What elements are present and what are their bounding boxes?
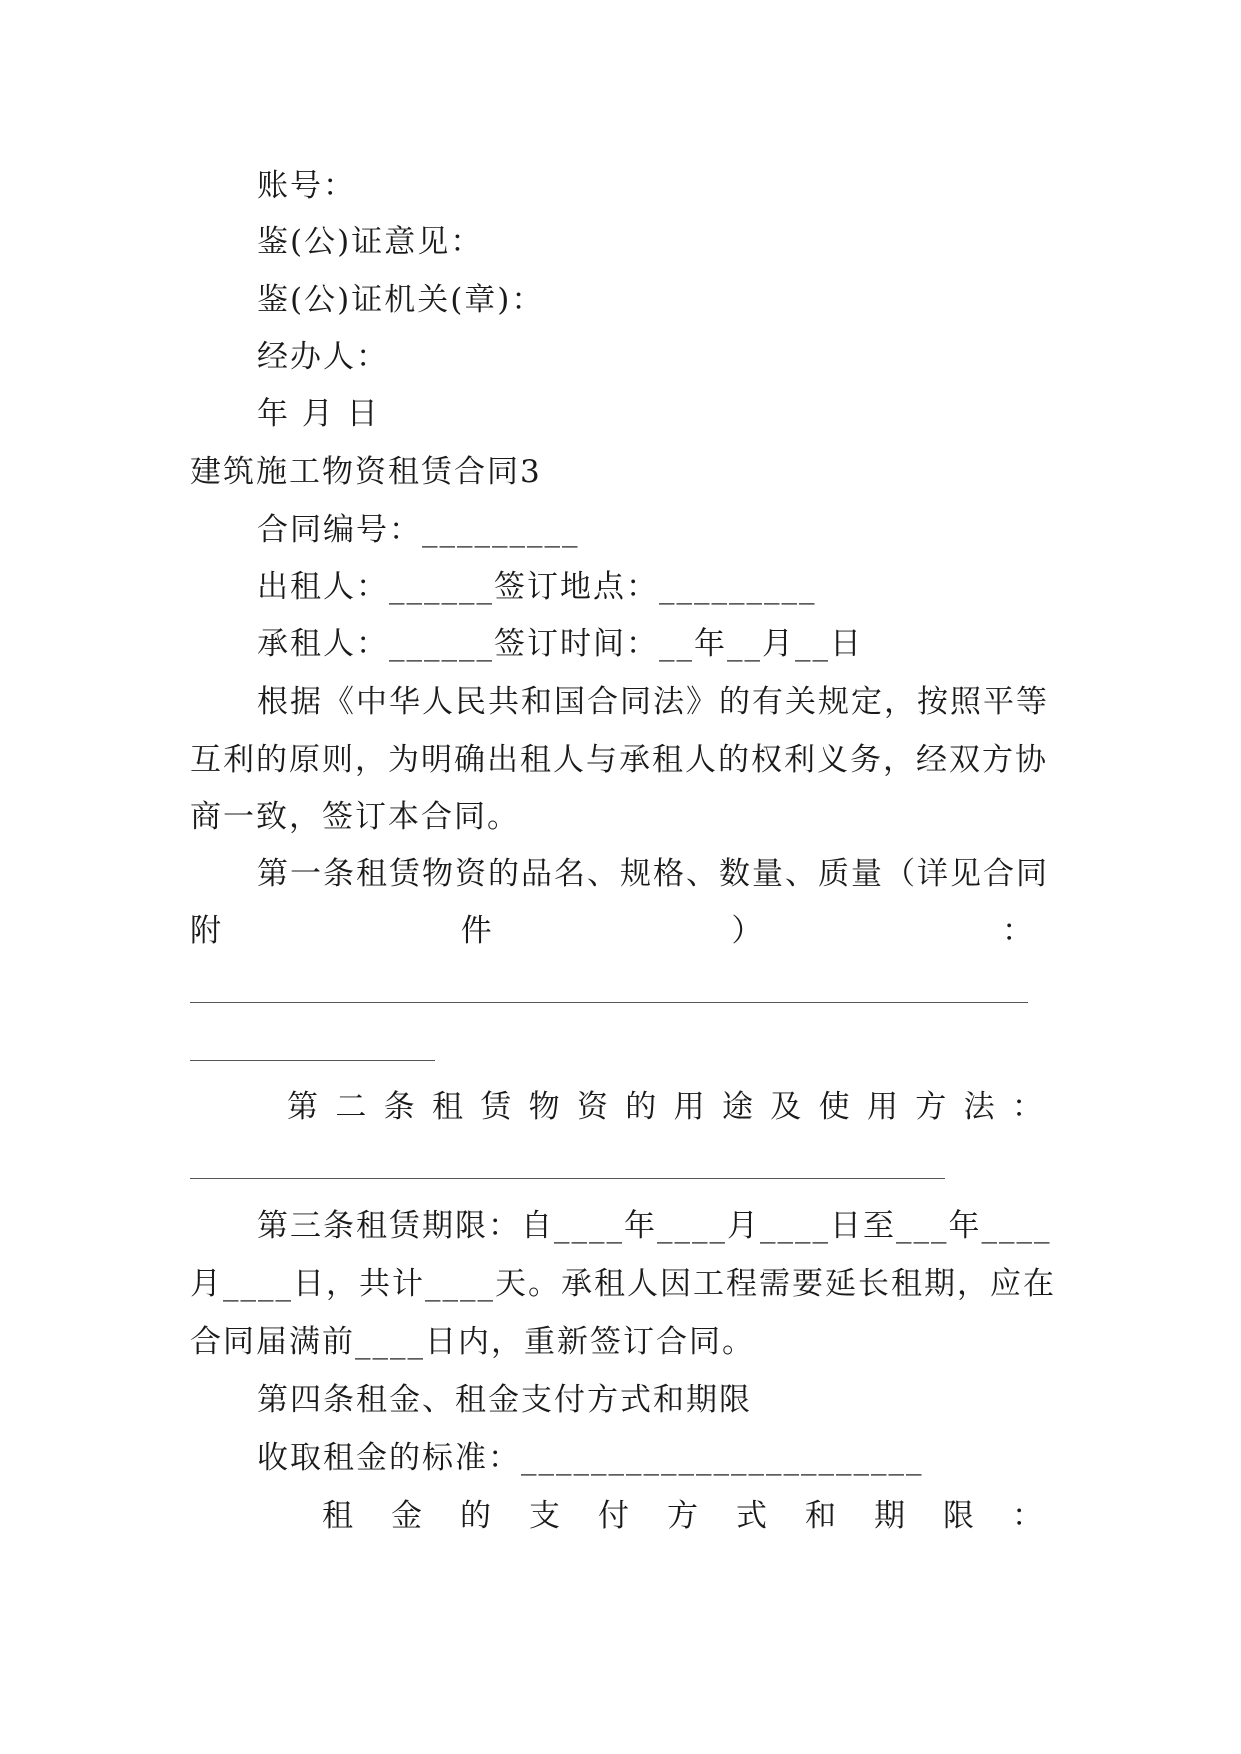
spread-char: 限 — [943, 1498, 976, 1534]
article-3-line-1: 第三条租赁期限：自____年____月____日至___年____ — [257, 1208, 1052, 1244]
spread-char: 租 — [322, 1498, 355, 1534]
spread-char: 支 — [529, 1498, 562, 1534]
spread-char: 资 — [576, 1089, 610, 1125]
article-1-spread-line — [190, 911, 1035, 951]
notarization-authority-label: 鉴(公)证机关(章)： — [257, 282, 545, 318]
spread-char: 式 — [736, 1498, 769, 1534]
article-4-heading: 第四条租金、租金支付方式和期限 — [257, 1382, 752, 1418]
spread-char: 赁 — [480, 1089, 514, 1125]
article-2-spread-line — [287, 1087, 1045, 1127]
spread-char: 和 — [805, 1498, 838, 1534]
preamble-line-3: 商一致，签订本合同。 — [190, 799, 520, 835]
article-1-blank-rule — [190, 1002, 1028, 1003]
rent-payment-spread-line — [322, 1496, 1045, 1536]
spread-char: 租 — [431, 1089, 465, 1125]
spread-char: 使 — [818, 1089, 852, 1125]
spread-char: 付 — [598, 1498, 631, 1534]
spread-char: 的 — [460, 1498, 493, 1534]
spread-char: 附 — [190, 913, 223, 949]
spread-char: 件 — [460, 913, 494, 949]
spread-char: 期 — [874, 1498, 907, 1534]
spread-char: 条 — [383, 1089, 417, 1125]
spread-char: 用 — [673, 1089, 707, 1125]
rent-standard-line: 收取租金的标准：_______________________ — [257, 1440, 924, 1476]
document-title: 建筑施工物资租赁合同3 — [190, 454, 542, 490]
article-3-line-2: 月____日，共计____天。承租人因工程需要延长租期，应在 — [190, 1266, 1056, 1302]
article-2-blank-rule — [190, 1178, 945, 1179]
spread-char: 金 — [391, 1498, 424, 1534]
account-label: 账号： — [257, 168, 356, 204]
handler-label: 经办人： — [257, 339, 389, 375]
article-3-line-3: 合同届满前____日内，重新签订合同。 — [190, 1324, 755, 1360]
date-label: 年 月 日 — [257, 396, 380, 432]
spread-char: 及 — [770, 1089, 804, 1125]
spread-char: ： — [1001, 913, 1035, 949]
spread-char: 途 — [721, 1089, 755, 1125]
spread-char: 物 — [528, 1089, 562, 1125]
lessee-line: 承租人：______签订时间：__年__月__日 — [257, 626, 863, 662]
spread-char: ： — [1011, 1089, 1045, 1125]
article-1-line-1: 第一条租赁物资的品名、规格、数量、质量（详见合同 — [257, 856, 1049, 892]
spread-char: 二 — [335, 1089, 369, 1125]
preamble-line-2: 互利的原则，为明确出租人与承租人的权利义务，经双方协 — [190, 742, 1048, 778]
spread-char: 用 — [866, 1089, 900, 1125]
spread-char: 第 — [287, 1089, 320, 1125]
spread-char: 方 — [667, 1498, 700, 1534]
spread-char: 的 — [625, 1089, 659, 1125]
spread-char: ： — [1012, 1498, 1045, 1534]
preamble-line-1: 根据《中华人民共和国合同法》的有关规定，按照平等 — [257, 684, 1049, 720]
spread-char: ） — [731, 913, 765, 949]
notarization-opinion-label: 鉴(公)证意见： — [257, 224, 484, 260]
contract-number-line: 合同编号：_________ — [257, 512, 580, 548]
article-1-blank-rule-short — [190, 1060, 435, 1061]
lessor-line: 出租人：______签订地点：_________ — [257, 569, 817, 605]
spread-char: 法 — [963, 1089, 997, 1125]
spread-char: 方 — [915, 1089, 949, 1125]
